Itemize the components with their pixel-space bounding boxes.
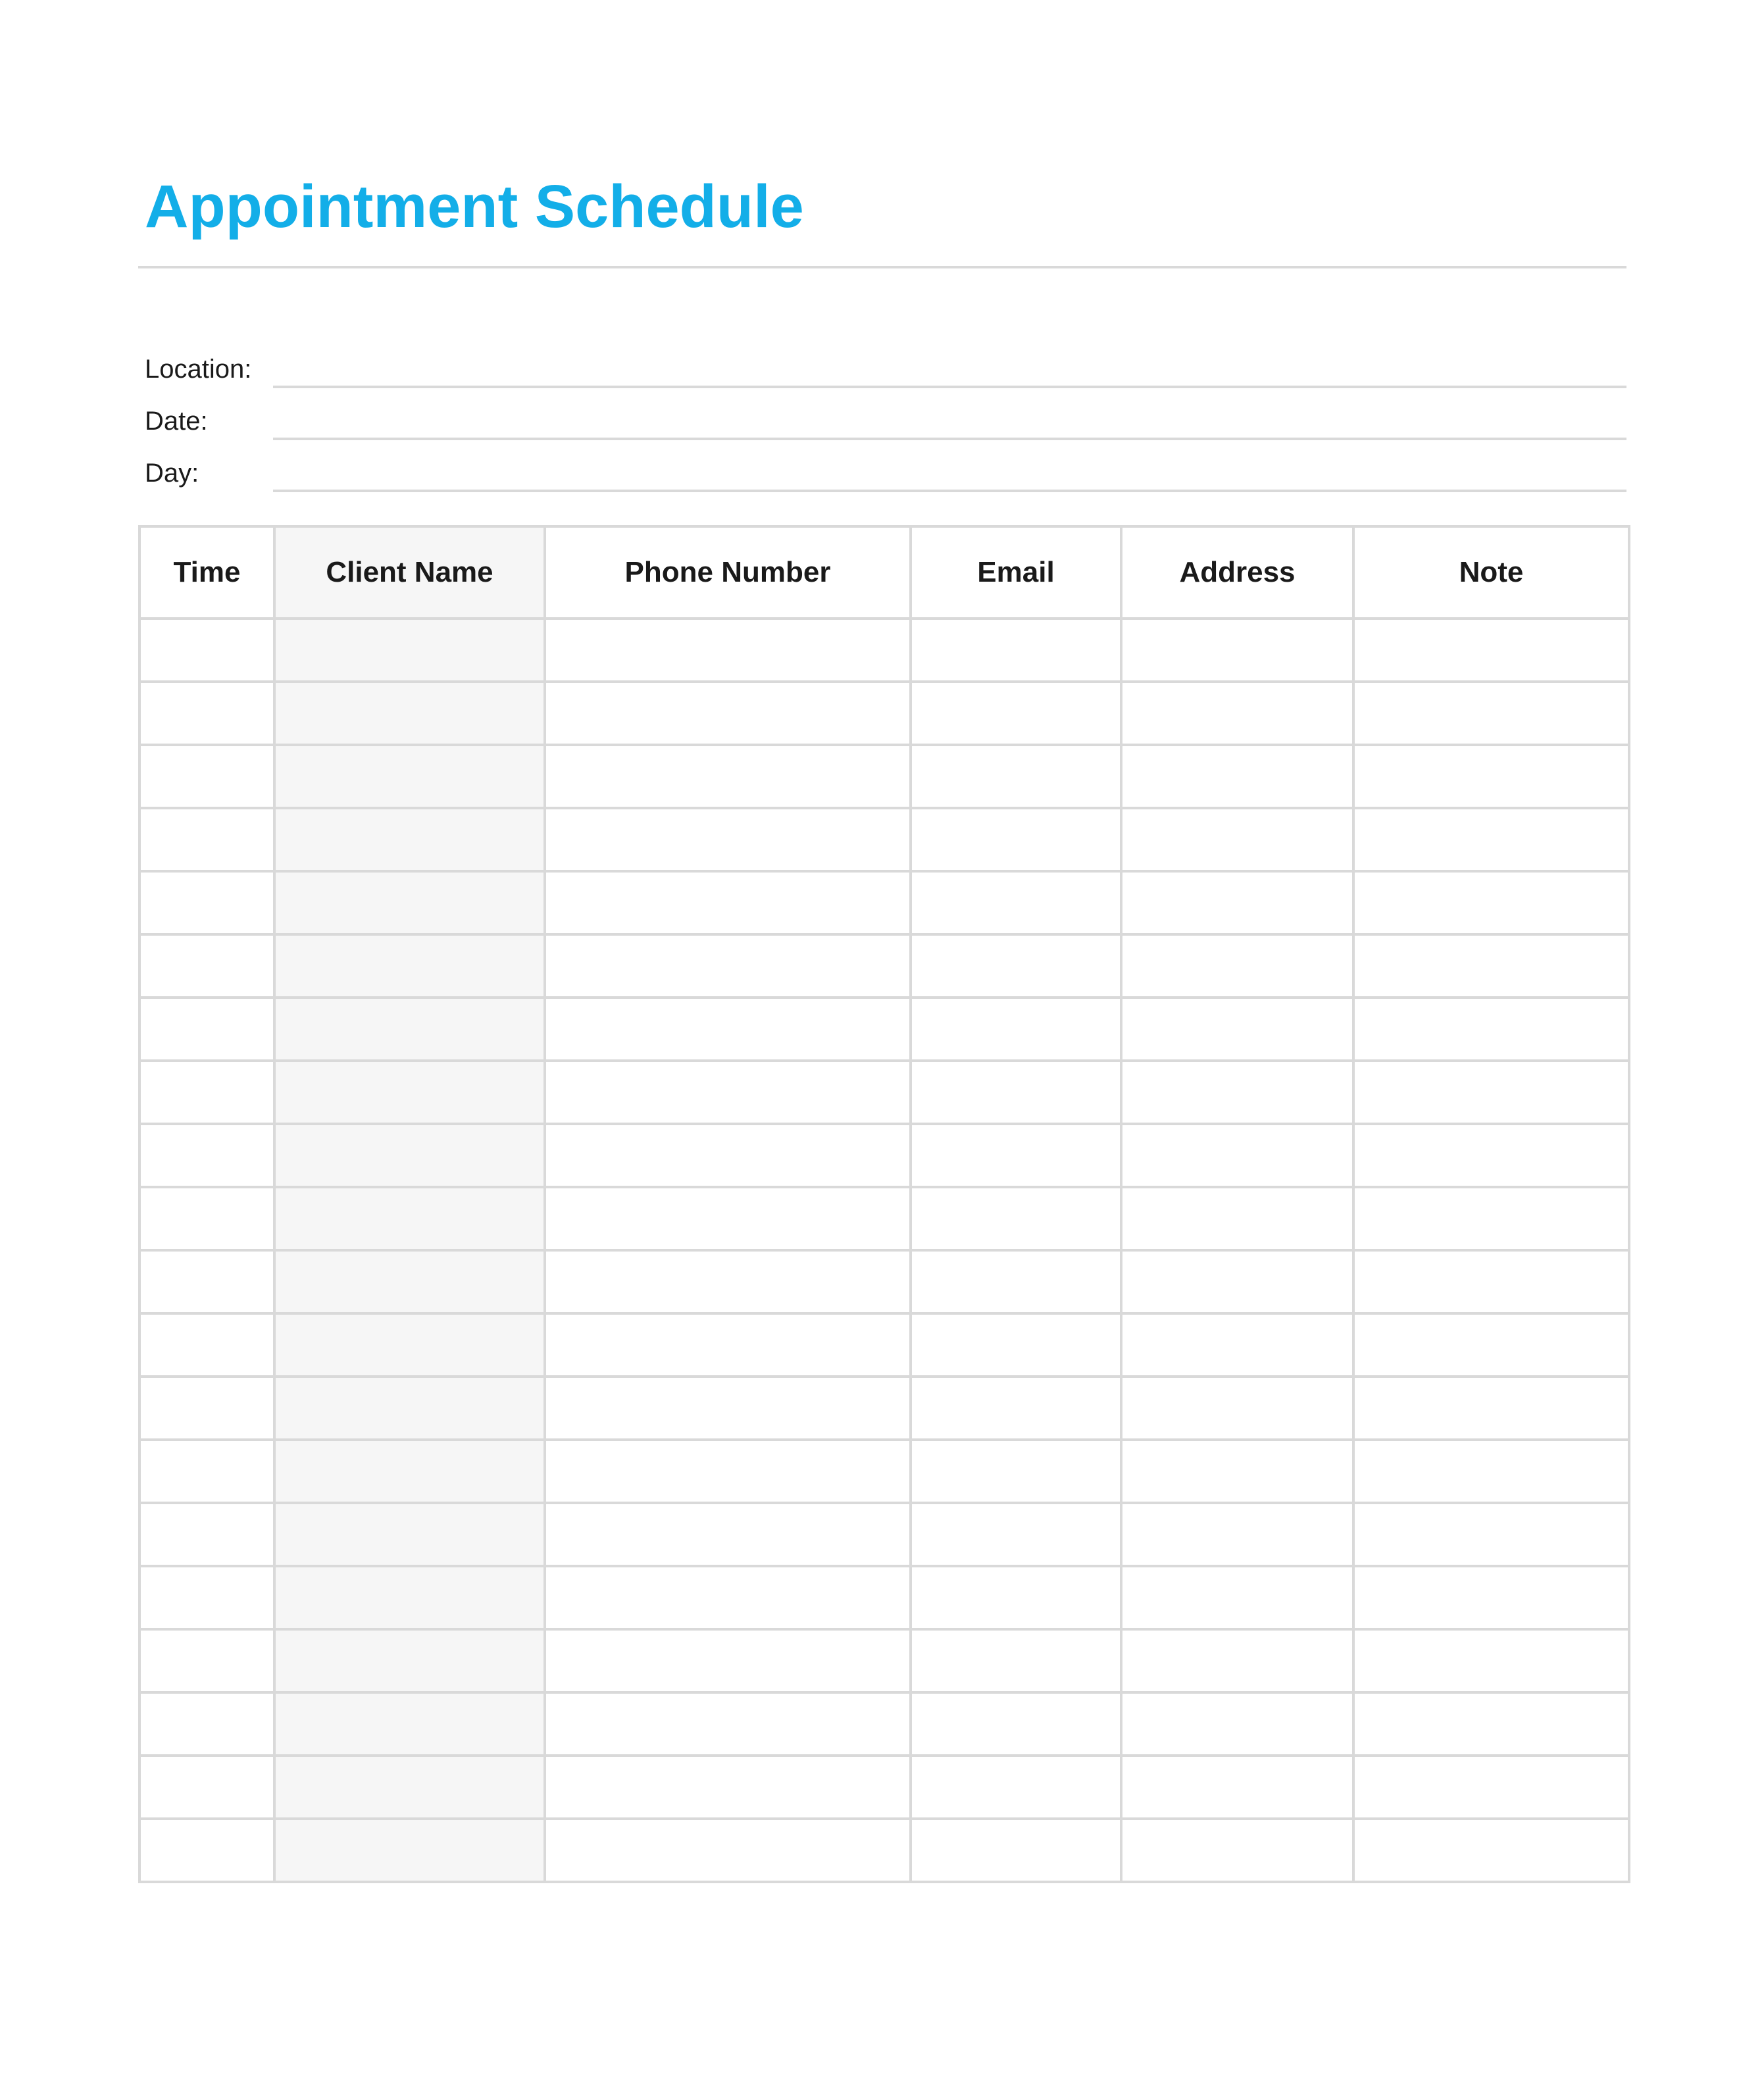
table-cell[interactable] (1121, 1377, 1353, 1440)
table-cell[interactable] (139, 1566, 274, 1629)
table-cell[interactable] (139, 1377, 274, 1440)
table-cell[interactable] (1121, 1440, 1353, 1503)
table-cell[interactable] (274, 1187, 545, 1250)
table-cell[interactable] (911, 1187, 1121, 1250)
table-cell[interactable] (1353, 1313, 1629, 1377)
table-row (139, 934, 1629, 998)
table-row (139, 1629, 1629, 1692)
table-cell[interactable] (545, 808, 911, 871)
table-cell[interactable] (1353, 934, 1629, 998)
table-cell[interactable] (139, 1440, 274, 1503)
table-cell[interactable] (545, 1313, 911, 1377)
table-cell[interactable] (139, 1187, 274, 1250)
table-cell[interactable] (1353, 1629, 1629, 1692)
table-cell[interactable] (911, 1629, 1121, 1692)
table-cell[interactable] (274, 808, 545, 871)
table-cell[interactable] (545, 998, 911, 1061)
table-cell[interactable] (139, 998, 274, 1061)
table-cell[interactable] (1121, 1756, 1353, 1819)
title-divider (138, 266, 1626, 268)
table-row (139, 808, 1629, 871)
table-cell[interactable] (545, 1756, 911, 1819)
table-cell[interactable] (274, 1250, 545, 1313)
table-cell[interactable] (1353, 1250, 1629, 1313)
appointment-table (138, 525, 1630, 1883)
table-cell[interactable] (911, 1313, 1121, 1377)
table-cell[interactable] (1121, 1187, 1353, 1250)
table-cell[interactable] (139, 619, 274, 682)
table-cell[interactable] (1353, 1566, 1629, 1629)
table-row (139, 1250, 1629, 1313)
table-cell[interactable] (1121, 682, 1353, 745)
table-cell[interactable] (1353, 1819, 1629, 1882)
table-row (139, 1313, 1629, 1377)
table-cell[interactable] (911, 998, 1121, 1061)
table-cell[interactable] (1353, 1124, 1629, 1187)
table-cell[interactable] (1353, 808, 1629, 871)
table-cell[interactable] (911, 1377, 1121, 1440)
table-cell[interactable] (911, 934, 1121, 998)
table-cell[interactable] (139, 682, 274, 745)
table-cell[interactable] (139, 1692, 274, 1756)
table-cell[interactable] (1121, 934, 1353, 998)
table-cell[interactable] (1353, 1377, 1629, 1440)
table-cell[interactable] (545, 1440, 911, 1503)
table-cell[interactable] (911, 1566, 1121, 1629)
table-cell[interactable] (1353, 1440, 1629, 1503)
day-field[interactable] (145, 453, 1626, 492)
table-cell[interactable] (911, 1503, 1121, 1566)
table-cell[interactable] (545, 871, 911, 934)
table-cell[interactable] (274, 1124, 545, 1187)
table-cell[interactable] (911, 745, 1121, 808)
table-cell[interactable] (1353, 745, 1629, 808)
table-cell[interactable] (274, 1061, 545, 1124)
date-field[interactable] (145, 401, 1626, 440)
table-body (139, 619, 1629, 1882)
table-row (139, 682, 1629, 745)
table-cell[interactable] (139, 745, 274, 808)
table-cell[interactable] (1121, 1566, 1353, 1629)
table-cell[interactable] (274, 998, 545, 1061)
table-cell[interactable] (1121, 808, 1353, 871)
table-cell[interactable] (1121, 1692, 1353, 1756)
table-cell[interactable] (545, 1124, 911, 1187)
table-cell[interactable] (139, 1061, 274, 1124)
table-row (139, 1124, 1629, 1187)
table-cell[interactable] (1121, 1061, 1353, 1124)
table-cell[interactable] (1353, 871, 1629, 934)
table-cell[interactable] (911, 1061, 1121, 1124)
table-cell[interactable] (1121, 1250, 1353, 1313)
table-cell[interactable] (1121, 1629, 1353, 1692)
table-cell[interactable] (1353, 1756, 1629, 1819)
table-cell[interactable] (545, 1503, 911, 1566)
date-line[interactable] (273, 438, 1626, 440)
table-row (139, 1440, 1629, 1503)
table-cell[interactable] (545, 1692, 911, 1756)
table-row (139, 745, 1629, 808)
table-cell[interactable] (1121, 871, 1353, 934)
table-cell[interactable] (545, 745, 911, 808)
table-header-row (139, 526, 1629, 619)
table-cell[interactable] (1353, 1692, 1629, 1756)
table-cell[interactable] (139, 1503, 274, 1566)
table-cell[interactable] (1121, 1503, 1353, 1566)
table-row (139, 619, 1629, 682)
date-label: Date: (145, 407, 208, 436)
table-cell[interactable] (274, 1377, 545, 1440)
day-line[interactable] (273, 490, 1626, 492)
location-field[interactable] (145, 349, 1626, 388)
table-row (139, 871, 1629, 934)
table-cell[interactable] (911, 1250, 1121, 1313)
column-header-email: Email (911, 526, 1121, 619)
table-cell[interactable] (1121, 1313, 1353, 1377)
table-row (139, 1061, 1629, 1124)
table-cell[interactable] (1121, 998, 1353, 1061)
column-header-phone-number: Phone Number (545, 526, 911, 619)
table-row (139, 1819, 1629, 1882)
table-cell[interactable] (274, 682, 545, 745)
table-cell[interactable] (1121, 1819, 1353, 1882)
table-cell[interactable] (139, 808, 274, 871)
table-cell[interactable] (139, 1756, 274, 1819)
table-cell[interactable] (1353, 1187, 1629, 1250)
location-label: Location: (145, 355, 252, 384)
table-cell[interactable] (911, 871, 1121, 934)
table-cell[interactable] (274, 1503, 545, 1566)
day-label: Day: (145, 459, 199, 488)
table-cell[interactable] (911, 1124, 1121, 1187)
table-cell[interactable] (274, 1756, 545, 1819)
table-cell[interactable] (911, 1756, 1121, 1819)
table-cell[interactable] (1353, 1503, 1629, 1566)
table-cell[interactable] (139, 1313, 274, 1377)
table-cell[interactable] (545, 682, 911, 745)
table-cell[interactable] (274, 1692, 545, 1756)
table-cell[interactable] (139, 1124, 274, 1187)
table-cell[interactable] (545, 1566, 911, 1629)
column-header-time: Time (139, 526, 274, 619)
column-header-note: Note (1353, 526, 1629, 619)
page-title: Appointment Schedule (145, 173, 804, 240)
table-row (139, 998, 1629, 1061)
table-row (139, 1756, 1629, 1819)
table-cell[interactable] (139, 1819, 274, 1882)
table-cell[interactable] (1121, 1124, 1353, 1187)
table-cell[interactable] (274, 1629, 545, 1692)
table-cell[interactable] (1353, 998, 1629, 1061)
table-cell[interactable] (274, 1440, 545, 1503)
table-cell[interactable] (1353, 682, 1629, 745)
table-cell[interactable] (911, 619, 1121, 682)
table-row (139, 1692, 1629, 1756)
column-header-address: Address (1121, 526, 1353, 619)
table-cell[interactable] (1353, 1061, 1629, 1124)
table-cell[interactable] (274, 871, 545, 934)
table-row (139, 1503, 1629, 1566)
table-cell[interactable] (545, 934, 911, 998)
table-cell[interactable] (139, 1629, 274, 1692)
table-cell[interactable] (911, 808, 1121, 871)
table-cell[interactable] (1121, 745, 1353, 808)
table-row (139, 1566, 1629, 1629)
column-header-client-name: Client Name (274, 526, 545, 619)
table-cell[interactable] (545, 1629, 911, 1692)
table-row (139, 1377, 1629, 1440)
table-cell[interactable] (139, 1250, 274, 1313)
table-cell[interactable] (911, 1440, 1121, 1503)
table-cell[interactable] (1353, 619, 1629, 682)
table-cell[interactable] (911, 1819, 1121, 1882)
table-cell[interactable] (911, 1692, 1121, 1756)
table-cell[interactable] (274, 1313, 545, 1377)
table-cell[interactable] (545, 1819, 911, 1882)
table-row (139, 1187, 1629, 1250)
table-cell[interactable] (139, 934, 274, 998)
table-cell[interactable] (274, 1819, 545, 1882)
table-cell[interactable] (274, 745, 545, 808)
table-cell[interactable] (545, 1061, 911, 1124)
table-cell[interactable] (545, 619, 911, 682)
table-cell[interactable] (274, 619, 545, 682)
table-cell[interactable] (274, 934, 545, 998)
table-cell[interactable] (545, 1187, 911, 1250)
table-cell[interactable] (545, 1377, 911, 1440)
table-cell[interactable] (911, 682, 1121, 745)
table-cell[interactable] (274, 1566, 545, 1629)
table-cell[interactable] (139, 871, 274, 934)
location-line[interactable] (273, 386, 1626, 388)
table-cell[interactable] (1121, 619, 1353, 682)
table-cell[interactable] (545, 1250, 911, 1313)
